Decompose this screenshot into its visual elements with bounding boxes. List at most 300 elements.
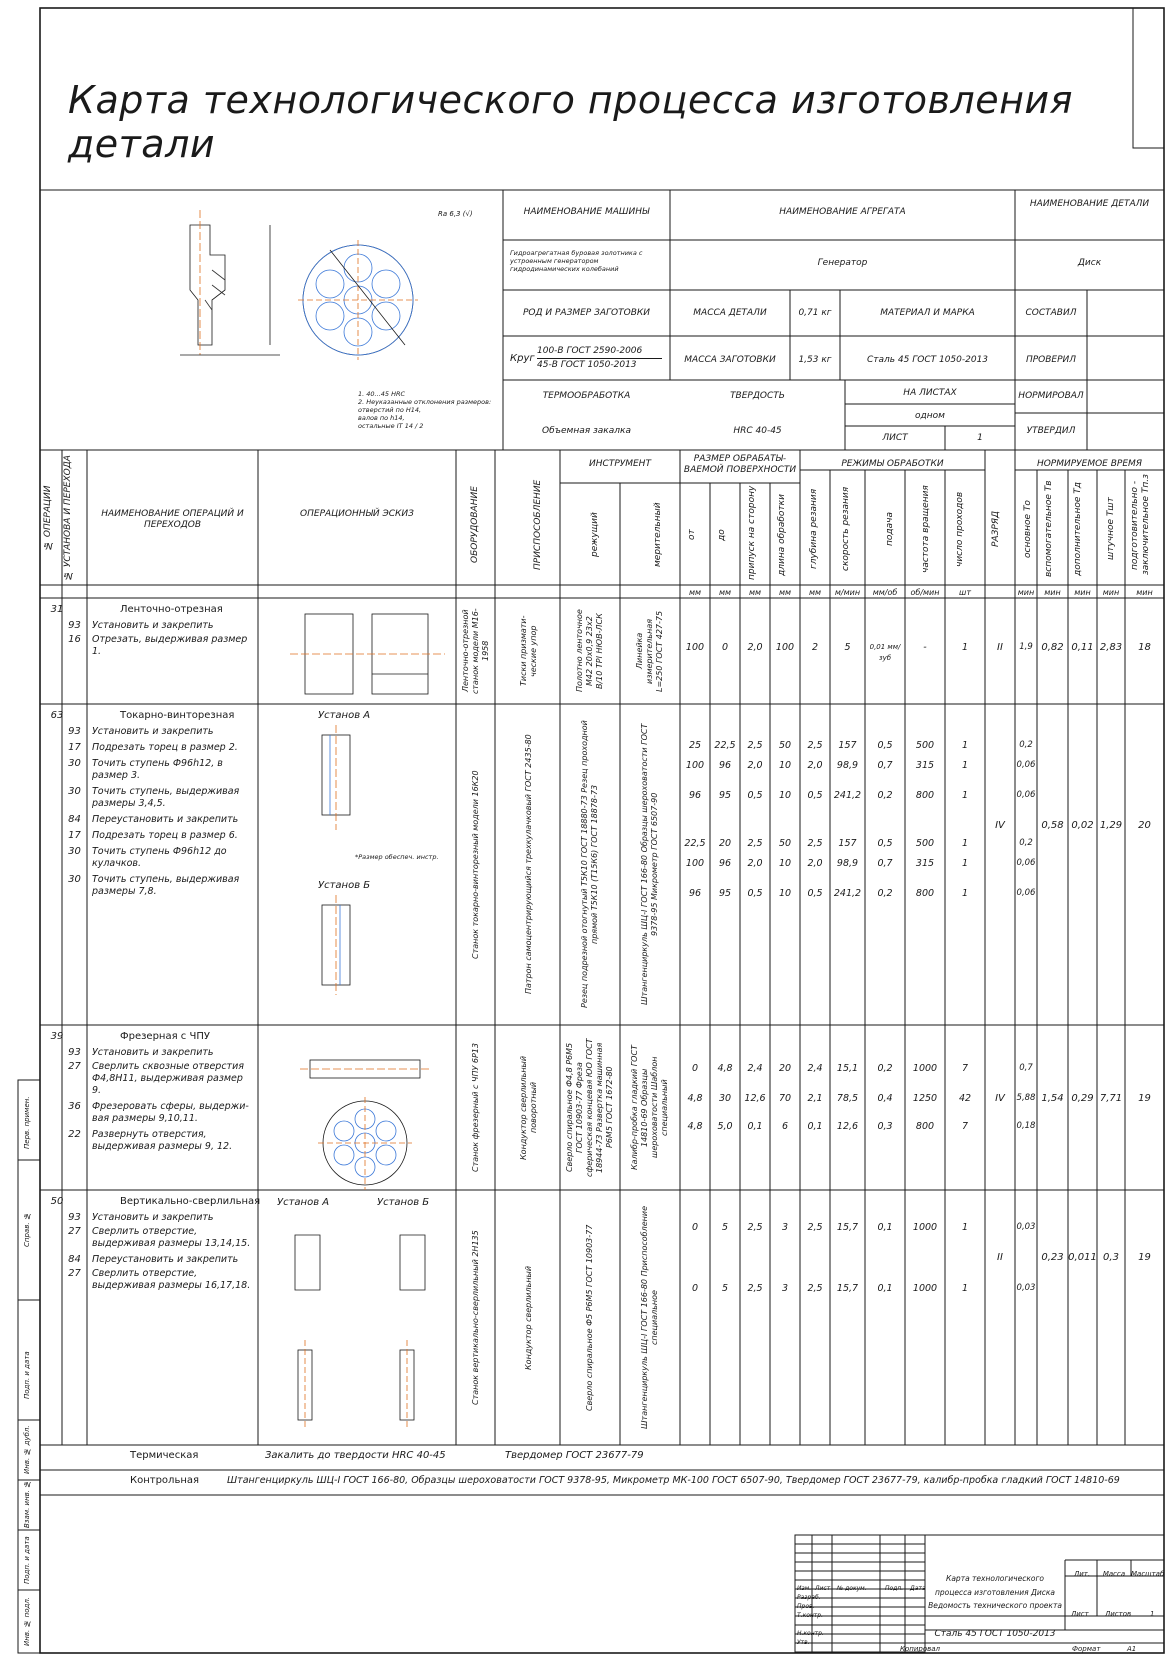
mode-value: 0 — [691, 1283, 699, 1294]
col-modes: РЕЖИМЫ ОБРАБОТКИ — [841, 459, 944, 469]
op-grade: II — [997, 642, 1003, 653]
col-step-no: № УСТАНОВА И ПЕРЕХОДА — [63, 455, 73, 580]
mode-value: 15,7 — [836, 1222, 859, 1233]
step-text: Точить ступень, выдерживая размеры 3,4,5. — [92, 786, 240, 809]
part-value: Диск — [1077, 258, 1102, 268]
material-label: МАТЕРИАЛ И МАРКА — [880, 308, 975, 318]
mode-value: 6 — [781, 1121, 789, 1132]
mode-value: 2,5 — [747, 1283, 763, 1294]
control-label: Контрольная — [130, 1475, 200, 1486]
t-add-value: 0,29 — [1071, 1093, 1094, 1104]
mode-value: 15,1 — [836, 1063, 859, 1074]
step-number: 27 — [68, 1061, 81, 1072]
mode-value: 20 — [718, 838, 732, 849]
mode-value: 0,5 — [877, 838, 893, 849]
t-main-value: 0,2 — [1019, 838, 1033, 848]
mode-value: 4,8 — [717, 1063, 733, 1074]
mode-value: 98,9 — [836, 760, 859, 771]
t-piece-value: 0,3 — [1103, 1252, 1119, 1263]
mode-value: 0 — [691, 1222, 699, 1233]
op-name: Вертикально-сверлильная — [120, 1196, 261, 1207]
unit-label: мин — [1017, 588, 1035, 597]
step-number: 93 — [68, 620, 81, 631]
stamp-role-check: Пров. — [797, 1603, 815, 1610]
mode-value: 241,2 — [833, 790, 862, 801]
col-t-main: основное То — [1023, 500, 1033, 558]
t-main-value: 0,7 — [1019, 1063, 1033, 1073]
unit-label: НАИМЕНОВАНИЕ АГРЕГАТА — [779, 207, 906, 217]
op-tool-cut: Полотно ленточное М42 20х0,9 23х2 В/10 ТРІ НЮВ-ЛСК — [575, 609, 604, 693]
mode-value: 1 — [961, 760, 969, 771]
unit-label: мм — [778, 588, 792, 597]
t-aux-value: 1,54 — [1041, 1093, 1064, 1104]
mode-value: 2,1 — [807, 1093, 823, 1104]
stamp-scale: Масштаб — [1131, 1570, 1165, 1578]
mode-value: 0,1 — [807, 1121, 823, 1132]
signed-norm: НОРМИРОВАЛ — [1018, 391, 1084, 401]
step-text: Фрезеровать сферы, выдержи-вая размеры 9,10,11. — [92, 1101, 249, 1124]
op-name: Ленточно-отрезная — [120, 604, 223, 615]
mode-value: 5 — [721, 1283, 729, 1294]
mode-value: 0,1 — [747, 1121, 763, 1132]
mode-value: 15,7 — [836, 1283, 859, 1294]
step-number: 36 — [68, 1101, 81, 1112]
mass-part-label: МАССА ДЕТАЛИ — [693, 308, 767, 318]
mode-value: 315 — [915, 858, 935, 869]
col-name: НАИМЕНОВАНИЕ ОПЕРАЦИЙ И ПЕРЕХОДОВ — [101, 509, 244, 530]
op-fixture: Патрон самоцентрирующийся трехкулачковый ГОСТ 2435-80 — [524, 734, 533, 995]
mode-value: 100 — [685, 858, 705, 869]
unit-value: Генератор — [817, 258, 868, 268]
t-main-value: 1,9 — [1019, 642, 1033, 652]
hard-value: HRC 40-45 — [733, 426, 782, 436]
t-piece-value: 2,83 — [1099, 642, 1123, 653]
mode-value: 2,5 — [807, 838, 823, 849]
thermal-text: Закалить до твердости HRC 40-45 — [265, 1450, 446, 1461]
mode-value: 96 — [718, 858, 732, 869]
stamp-col-date: Дата — [910, 1585, 926, 1592]
col-tool-meas: мерительный — [653, 502, 663, 568]
sheets-label: НА ЛИСТАХ — [903, 388, 957, 398]
mode-value: 30 — [718, 1093, 732, 1104]
mode-value: 42 — [958, 1093, 972, 1104]
mode-value: 95 — [718, 888, 732, 899]
thermal-label: Термическая — [130, 1450, 199, 1461]
notes-5: остальные IT 14 / 2 — [358, 422, 424, 430]
stamp-role-tcontr: Т.контр. — [797, 1612, 824, 1619]
mode-value: 95 — [718, 790, 732, 801]
t-main-value: 0,18 — [1016, 1121, 1036, 1131]
step-text: Сверлить отверстие, выдерживая размеры 13,14,15. — [92, 1226, 251, 1249]
mode-value: 157 — [838, 838, 857, 849]
page-title: Карта технологического процесса изготовления детали — [68, 78, 1073, 166]
stamp-material: Сталь 45 ГОСТ 1050-2013 — [934, 1629, 1056, 1639]
unit-label: мин — [1074, 588, 1091, 597]
t-piece-value: 1,29 — [1099, 820, 1123, 831]
mode-value: 2,5 — [807, 740, 823, 751]
mode-value: 0,1 — [877, 1283, 893, 1294]
t-main-value: 0,03 — [1016, 1283, 1036, 1293]
stamp-role-dev: Разраб. — [797, 1594, 821, 1601]
blank-value-2: 45-В ГОСТ 1050-2013 — [537, 360, 637, 370]
mode-value: 0,3 — [877, 1121, 893, 1132]
op-tool-meas: Штангенциркуль ШЦ-I ГОСТ 166-80 Образцы шероховатости ГОСТ 9378-95 Микрометр ГОСТ 6507-90 — [640, 723, 659, 1006]
step-text: Подрезать торец в размер 6. — [92, 830, 238, 841]
t-prep-value: 19 — [1138, 1252, 1151, 1263]
mode-value: 2,5 — [747, 838, 763, 849]
stamp-col-izm: Изм. — [797, 1585, 812, 1592]
sheets-value: одном — [915, 411, 945, 421]
mode-value: 1 — [961, 1283, 969, 1294]
stamp-format-v: А1 — [1127, 1645, 1137, 1653]
stamp-desc-3: Ведомость технического проекта — [928, 1601, 1062, 1610]
stamp-role-ncontr: Н.контр. — [797, 1630, 824, 1637]
mode-value: 0,1 — [877, 1222, 893, 1233]
t-main-value: 0,03 — [1016, 1222, 1036, 1232]
margin-dupl: Инв. № дубл. — [23, 1425, 31, 1475]
step-text: Точить ступень, выдерживая размеры 7,8. — [92, 874, 240, 897]
op-name: Фрезерная с ЧПУ — [120, 1031, 210, 1042]
step-number: 93 — [68, 1212, 81, 1223]
mode-value: 3 — [781, 1222, 789, 1233]
unit-label: об/мин — [910, 588, 940, 597]
margin-orig: Инв. № подл. — [23, 1596, 31, 1646]
mode-value: 78,5 — [836, 1093, 859, 1104]
mode-value: 7 — [961, 1121, 969, 1132]
op-number: 39 — [50, 1031, 64, 1042]
step-number: 27 — [68, 1268, 81, 1279]
step-number: 17 — [68, 742, 81, 753]
mode-value: 2,4 — [747, 1063, 763, 1074]
mode-value: 4,8 — [687, 1093, 703, 1104]
mode-value: 2,5 — [807, 1222, 823, 1233]
step-text: Сверлить сквозные отверстия Ф4,8Н11, выдерживая размер 9. — [92, 1061, 244, 1096]
control-text: Штангенциркуль ШЦ-I ГОСТ 166-80, Образцы шероховатости ГОСТ 9378-95, Микрометр МК-100 ГОСТ 6507-90, Твердомер ГОСТ 23677-79, калибр-пробка гладкий ГОСТ 14810-69 — [227, 1475, 1120, 1486]
notes-1: 1. 40...45 HRC — [358, 390, 406, 398]
col-op-no: № ОПЕРАЦИИ — [43, 485, 53, 550]
step-number: 16 — [68, 634, 81, 645]
mode-value: 0,2 — [877, 1063, 893, 1074]
mode-value: 2,0 — [807, 858, 823, 869]
material-value: Сталь 45 ГОСТ 1050-2013 — [866, 355, 989, 365]
machine-value: Гидроагрегатная буровая золотника с устроенным генератором гидродинамических колебаний — [510, 249, 643, 273]
op-number: 31 — [50, 604, 64, 615]
mode-value: 10 — [778, 858, 792, 869]
sketch-label-a: Установ А — [318, 710, 371, 721]
stamp-format: Формат — [1072, 1645, 1101, 1653]
op-equipment: Станок фрезерный с ЧПУ 6Р13 — [471, 1043, 480, 1172]
op-fixture: Кондуктор сверлильный поворотный — [519, 1055, 538, 1160]
stamp-col-list: Лист — [815, 1585, 831, 1592]
step-number: 30 — [68, 874, 81, 885]
t-prep-value: 19 — [1138, 1093, 1151, 1104]
stamp-desc-1: Карта технологического — [946, 1574, 1044, 1583]
step-text: Точить ступень Ф96h12 до кулачков. — [92, 846, 227, 869]
mode-value: 10 — [778, 888, 792, 899]
step-text: Сверлить отверстие, выдерживая размеры 16,17,18. — [92, 1268, 251, 1291]
op-grade: IV — [995, 1093, 1005, 1104]
op-grade: IV — [995, 820, 1005, 831]
step-text: Переустановить и закрепить — [92, 1254, 239, 1265]
part-label: НАИМЕНОВАНИЕ ДЕТАЛИ — [1029, 199, 1150, 209]
step-number: 17 — [68, 830, 81, 841]
mode-value: 1000 — [912, 1283, 938, 1294]
step-text: Установить и закрепить — [92, 1047, 214, 1058]
col-time: НОРМИРУЕМОЕ ВРЕМЯ — [1036, 459, 1143, 469]
t-aux-value: 0,58 — [1041, 820, 1064, 831]
mode-value: 100 — [685, 760, 705, 771]
op-name: Токарно-винторезная — [120, 710, 235, 721]
mode-value: 2,5 — [807, 1283, 823, 1294]
mode-value: 1 — [961, 642, 969, 653]
stamp-col-doc: № докум. — [837, 1585, 867, 1592]
mass-blank-value: 1,53 кг — [798, 355, 832, 365]
op-tool-meas: Калибр-пробка гладкий ГОСТ 14810-69 Образцы шероховатости Шаблон специальный — [630, 1045, 669, 1170]
mode-value: 22,5 — [684, 838, 706, 849]
mode-value: 0,5 — [747, 790, 763, 801]
mode-value: 0,01 мм/зуб — [869, 643, 901, 662]
mass-blank-label: МАССА ЗАГОТОВКИ — [684, 355, 776, 365]
col-fixture: ПРИСПОСОБЛЕНИЕ — [533, 479, 543, 571]
mode-value: 500 — [915, 740, 935, 751]
notes-2: 2. Неуказанные отклонения размеров: — [358, 398, 492, 406]
mode-value: 800 — [915, 888, 935, 899]
step-text: Установить и закрепить — [92, 726, 214, 737]
mode-value: 2,0 — [747, 642, 763, 653]
mode-value: 4,8 — [687, 1121, 703, 1132]
step-text: Установить и закрепить — [92, 620, 214, 631]
thermal-tool: Твердомер ГОСТ 23677-79 — [505, 1450, 644, 1461]
step-number: 93 — [68, 726, 81, 737]
col-speed: скорость резания — [841, 486, 851, 572]
heat-label: ТЕРМООБРАБОТКА — [542, 391, 631, 401]
mode-value: 1 — [961, 740, 969, 751]
step-number: 30 — [68, 786, 81, 797]
mode-value: 1 — [961, 858, 969, 869]
mode-value: 1 — [961, 1222, 969, 1233]
mode-value: 2,0 — [747, 858, 763, 869]
t-add-value: 0,011 — [1068, 1252, 1097, 1263]
mode-value: 800 — [915, 790, 935, 801]
margin-sign-date-2: Подп. и дата — [23, 1536, 31, 1584]
op-tool-cut: Сверло спиральное Ф5 Р6М5 ГОСТ 10903-77 — [585, 1224, 594, 1411]
col-passes: число проходов — [955, 491, 965, 567]
unit-label: мм — [748, 588, 762, 597]
mode-value: 0,2 — [877, 790, 893, 801]
op-fixture: Тиски призмати-ческие упор — [519, 615, 538, 687]
step-text: Точить ступень Ф96h12, в размер 3. — [92, 758, 223, 781]
margin-sign-date-1: Подп. и дата — [23, 1351, 31, 1399]
sketch-label-a: Установ А — [277, 1197, 330, 1208]
step-text: Развернуть отверстия, выдерживая размеры 9, 12. — [92, 1129, 233, 1152]
hard-label: ТВЕРДОСТЬ — [730, 391, 785, 401]
step-text: Подрезать торец в размер 2. — [92, 742, 238, 753]
mode-value: 1 — [961, 838, 969, 849]
machine-label: НАИМЕНОВАНИЕ МАШИНЫ — [523, 207, 650, 217]
unit-label: мин — [1102, 588, 1120, 597]
mode-value: 0,5 — [877, 740, 893, 751]
mode-value: - — [923, 642, 927, 653]
col-equipment: ОБОРУДОВАНИЕ — [470, 486, 480, 564]
sketch-label-b: Установ Б — [377, 1197, 430, 1208]
mode-value: 0,7 — [877, 760, 893, 771]
mode-value: 2,4 — [807, 1063, 823, 1074]
t-prep-value: 20 — [1138, 820, 1151, 831]
col-tool: ИНСТРУМЕНТ — [589, 459, 651, 469]
mode-value: 96 — [688, 888, 702, 899]
col-tool-cut: режущий — [590, 512, 600, 558]
step-text: Переустановить и закрепить — [92, 814, 239, 825]
signed-approved: УТВЕРДИЛ — [1026, 426, 1076, 436]
step-text: Установить и закрепить — [92, 1212, 214, 1223]
t-main-value: 0,06 — [1016, 760, 1036, 770]
t-add-value: 0,11 — [1071, 642, 1094, 653]
unit-label: мм — [718, 588, 732, 597]
mode-value: 0,7 — [877, 858, 893, 869]
stamp-copied: Копировал — [900, 1645, 940, 1653]
t-main-value: 0,06 — [1016, 790, 1036, 800]
mode-value: 100 — [685, 642, 705, 653]
op-number: 63 — [50, 710, 64, 721]
mode-value: 12,6 — [836, 1121, 859, 1132]
unit-label: шт — [959, 588, 971, 597]
mode-value: 800 — [915, 1121, 935, 1132]
mode-value: 2,5 — [747, 1222, 763, 1233]
mode-value: 0 — [721, 642, 729, 653]
mode-value: 500 — [915, 838, 935, 849]
mode-value: 1000 — [912, 1063, 938, 1074]
t-main-value: 0,06 — [1016, 888, 1036, 898]
op-tool-meas: Линейка измерительная L=250 ГОСТ 427-75 — [635, 610, 664, 692]
blank-label: РОД И РАЗМЕР ЗАГОТОВКИ — [523, 308, 650, 318]
step-text: Отрезать, выдерживая размер 1. — [92, 634, 248, 657]
sketch-note: *Размер обеспеч. инстр. — [355, 853, 439, 861]
roughness-mark: Ra 6,3 (√) — [438, 210, 473, 218]
mode-value: 157 — [838, 740, 857, 751]
step-number: 93 — [68, 1047, 81, 1058]
mode-value: 1 — [961, 790, 969, 801]
t-main-value: 0,2 — [1019, 740, 1033, 750]
unit-label: мм — [688, 588, 702, 597]
step-number: 30 — [68, 758, 81, 769]
stamp-mass: Масса — [1102, 1570, 1126, 1578]
mode-value: 25 — [688, 740, 702, 751]
notes-3: отверстий по H14, — [358, 406, 422, 414]
t-main-value: 5,88 — [1016, 1093, 1036, 1103]
mode-value: 50 — [778, 838, 792, 849]
sheet-value: 1 — [977, 433, 983, 443]
mode-value: 2,0 — [747, 760, 763, 771]
stamp-sheets: Листов — [1105, 1610, 1132, 1618]
stamp-sheet: Лист — [1071, 1610, 1089, 1618]
t-aux-value: 0,82 — [1041, 642, 1064, 653]
op-grade: II — [997, 1252, 1003, 1263]
mode-value: 10 — [778, 790, 792, 801]
op-tool-meas: Штангенциркуль ШЦ-I ГОСТ 166-80 Приспособление специальное — [640, 1206, 659, 1429]
mode-value: 96 — [688, 790, 702, 801]
mode-value: 1000 — [912, 1222, 938, 1233]
mode-value: 2,5 — [747, 740, 763, 751]
col-from: от — [687, 529, 697, 541]
col-t-prep: подготовительно - заключительное Тп.з — [1130, 474, 1151, 576]
col-rpm: частота вращения — [921, 485, 931, 573]
stamp-col-sign: Подп. — [885, 1585, 904, 1592]
col-t-add: дополнительное Тд — [1073, 482, 1083, 576]
t-piece-value: 7,71 — [1099, 1093, 1123, 1104]
mode-value: 96 — [718, 760, 732, 771]
op-tool-cut: Резец подрезной отогнутый Т5К10 ГОСТ 18880-73 Резец проходной прямой Т5К10 (Т15К6) ГОСТ 18878-73 — [580, 720, 599, 1009]
step-number: 84 — [68, 1254, 81, 1265]
op-tool-cut: Сверло спиральное Ф4,8 Р6М5 ГОСТ 10903-77 Фреза сферическая концевая ЮО ГОСТ 18944-73 Развертка машинная Р6М5 ГОСТ 1672-80 — [565, 1038, 614, 1177]
t-aux-value: 0,23 — [1041, 1252, 1064, 1263]
t-add-value: 0,02 — [1071, 820, 1094, 831]
mode-value: 2,0 — [807, 760, 823, 771]
blank-prefix: Круг — [510, 353, 535, 364]
margin-ref-no: Справ. № — [23, 1212, 31, 1248]
mode-value: 0,5 — [807, 790, 823, 801]
mode-value: 1250 — [912, 1093, 938, 1104]
mode-value: 0 — [691, 1063, 699, 1074]
unit-label: мм/об — [872, 588, 898, 597]
op-equipment: Станок токарно-винторезный модели 16К20 — [471, 770, 480, 959]
blank-value-1: 100-В ГОСТ 2590-2006 — [537, 346, 643, 356]
mode-value: 12,6 — [744, 1093, 766, 1104]
step-number: 22 — [68, 1129, 81, 1140]
mode-value: 2 — [811, 642, 819, 653]
stamp-lit: Лит. — [1073, 1570, 1091, 1578]
col-feed: подача — [885, 512, 895, 546]
mode-value: 50 — [778, 740, 792, 751]
mode-value: 5 — [721, 1222, 729, 1233]
mode-value: 0,5 — [747, 888, 763, 899]
op-equipment: Станок вертикально-сверлильный 2Н135 — [471, 1230, 480, 1405]
step-number: 30 — [68, 846, 81, 857]
op-fixture: Кондуктор сверлильный — [524, 1265, 533, 1370]
mode-value: 98,9 — [836, 858, 859, 869]
unit-label: м/мин — [834, 588, 861, 597]
margin-repl: Взам. инв. № — [23, 1479, 31, 1528]
mode-value: 22,5 — [714, 740, 736, 751]
sketch-label-b: Установ Б — [318, 880, 371, 891]
col-allow: припуск на сторону — [747, 485, 757, 580]
heat-value: Объемная закалка — [542, 426, 631, 436]
mode-value: 70 — [778, 1093, 792, 1104]
step-number: 84 — [68, 814, 81, 825]
mode-value: 0,5 — [807, 888, 823, 899]
unit-label: мин — [1044, 588, 1061, 597]
mode-value: 10 — [778, 760, 792, 771]
signed-composed: СОСТАВИЛ — [1025, 308, 1077, 318]
mode-value: 5,0 — [717, 1121, 733, 1132]
mode-value: 1 — [961, 888, 969, 899]
col-t-piece: штучное Тшт — [1106, 497, 1116, 561]
op-equipment: Ленточно-отрезной станок модели М16-1958 — [461, 608, 490, 694]
t-main-value: 0,06 — [1016, 858, 1036, 868]
notes-4: валов по h14, — [358, 414, 405, 422]
col-t-aux: вспомогательное Тв — [1044, 480, 1054, 578]
stamp-role-approve: Утв. — [797, 1639, 810, 1646]
step-number: 27 — [68, 1226, 81, 1237]
t-prep-value: 18 — [1138, 642, 1151, 653]
blank-fraction-line — [537, 358, 662, 359]
mode-value: 20 — [778, 1063, 792, 1074]
mode-value: 3 — [781, 1283, 789, 1294]
margin-first-use: Перв. примен. — [23, 1096, 31, 1149]
mode-value: 241,2 — [833, 888, 862, 899]
mode-value: 315 — [915, 760, 935, 771]
col-len: длина обработки — [777, 494, 787, 576]
op-number: 50 — [50, 1196, 64, 1207]
